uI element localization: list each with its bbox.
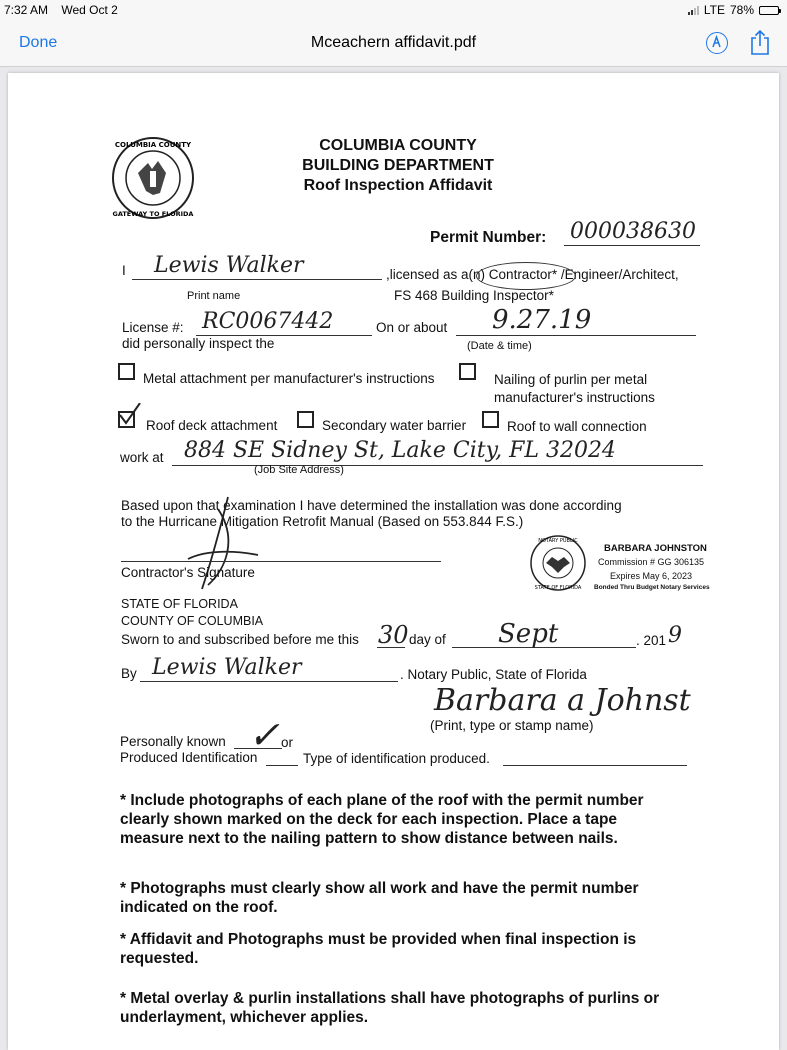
note-3: * Affidavit and Photographs must be provided when final inspection is requested.: [120, 931, 637, 967]
sworn-text: Sworn to and subscribed before me this: [121, 632, 359, 647]
state-label: STATE OF FLORIDA: [121, 597, 238, 611]
notary-name: BARBARA JOHNSTON: [604, 543, 707, 554]
notary-bonded: Bonded Thru Budget Notary Services: [594, 584, 710, 591]
notary-expires: Expires May 6, 2023: [610, 571, 693, 581]
markup-icon[interactable]: [706, 32, 728, 54]
statement-line1: Based upon that examination I have determined the installation was done according: [121, 498, 622, 513]
day-value: 30: [378, 621, 409, 649]
battery-icon: [759, 6, 779, 15]
checkbox-roof-deck-label: Roof deck attachment: [146, 418, 278, 433]
note-2: * Photographs must clearly show all work and have the permit number indicated on the roof.: [120, 880, 639, 916]
i-label: I: [122, 263, 126, 278]
type-id-label: Type of identification produced.: [303, 751, 490, 766]
did-inspect: did personally inspect the: [122, 336, 275, 351]
county-seal: [108, 133, 198, 223]
note-1: * Include photographs of each plane of the roof with the permit number clearly shown marked on the deck for each inspection. Place a tape measure next to the nailing pattern to show distance between nails.: [120, 792, 644, 847]
county-label: COUNTY OF COLUMBIA: [121, 614, 264, 628]
notary-commission: Commission # GG 306135: [598, 557, 705, 567]
checkbox-metal-attachment[interactable]: [118, 363, 135, 380]
year-value: 9: [668, 623, 682, 648]
checkbox-nailing-purlin-label: Nailing of purlin per metal: [494, 372, 648, 387]
signal-icon: [688, 6, 699, 15]
nav-bar: [0, 22, 787, 67]
carrier-label: LTE: [703, 3, 725, 17]
print-name-value: Lewis Walker: [154, 253, 304, 278]
produced-id-label: Produced Identification: [120, 750, 258, 765]
licensed-text: ,licensed as a(n) Contractor* /Engineer/Architect,: [386, 267, 679, 282]
status-date: Wed Oct 2: [61, 3, 118, 17]
svg-text:COLUMBIA COUNTY: COLUMBIA COUNTY: [114, 141, 192, 149]
checkbox-roof-to-wall[interactable]: [482, 411, 499, 428]
license-value: RC0067442: [202, 309, 334, 334]
checkbox-secondary-water-barrier[interactable]: [297, 411, 314, 428]
svg-text:STATE OF FLORIDA: STATE OF FLORIDA: [534, 585, 582, 591]
on-or-about-label: On or about: [376, 320, 448, 335]
work-address: 884 SE Sidney St, Lake City, FL 32024: [184, 438, 616, 463]
license-label: License #:: [122, 320, 184, 335]
or-label: or: [281, 735, 294, 750]
work-at-label: work at: [120, 450, 164, 465]
by-label: By: [121, 666, 137, 681]
by-value: Lewis Walker: [152, 655, 302, 680]
statement-line2: to the Hurricane Mitigation Retrofit Manual (Based on 553.844 F.S.): [121, 514, 524, 529]
known-mark: ✓: [248, 713, 280, 757]
pdf-page: [8, 73, 779, 1050]
svg-text:NOTARY PUBLIC: NOTARY PUBLIC: [538, 538, 578, 544]
day-of-label: day of: [409, 632, 446, 647]
status-bar: [0, 0, 787, 22]
note-4: * Metal overlay & purlin installations shall have photographs of purlins or underlayment, whichever applies.: [120, 990, 660, 1026]
month-value: Sept: [498, 619, 559, 649]
notary-seal: [528, 533, 588, 593]
checkbox-roof-to-wall-label: Roof to wall connection: [507, 419, 647, 434]
notary-public-label: . Notary Public, State of Florida: [400, 667, 587, 682]
checkbox-nailing-purlin[interactable]: [459, 363, 476, 380]
contractor-signature-label: Contractor's Signature: [121, 565, 255, 580]
share-icon[interactable]: [750, 29, 770, 55]
print-type-label: (Print, type or stamp name): [430, 718, 594, 733]
contractor-signature: [178, 489, 268, 599]
fs-text: FS 468 Building Inspector*: [394, 288, 554, 303]
year-prefix: . 201: [636, 633, 667, 648]
permit-value: 000038630: [570, 219, 696, 244]
permit-label: Permit Number:: [430, 229, 547, 246]
header-line1: COLUMBIA COUNTY: [319, 137, 477, 154]
svg-text:GATEWAY TO FLORIDA: GATEWAY TO FLORIDA: [112, 210, 194, 218]
date-time-label: (Date & time): [467, 340, 532, 352]
document-title: Mceachern affidavit.pdf: [310, 34, 477, 51]
status-time: 7:32 AM: [4, 3, 49, 17]
notary-signature: Barbara a Johnst: [434, 683, 691, 718]
checkbox-metal-attachment-label: Metal attachment per manufacturer's instructions: [143, 371, 435, 386]
battery-percent: 78%: [729, 3, 754, 17]
contractor-circle: [476, 262, 576, 290]
checkbox-roof-deck[interactable]: [118, 411, 135, 428]
checkbox-secondary-water-barrier-label: Secondary water barrier: [322, 418, 467, 433]
header-line2: BUILDING DEPARTMENT: [302, 157, 494, 174]
checkbox-nailing-purlin-label2: manufacturer's instructions: [494, 390, 655, 405]
done-button[interactable]: Done: [19, 34, 58, 51]
header-line3: Roof Inspection Affidavit: [303, 177, 493, 194]
print-name-label: Print name: [187, 290, 241, 302]
job-site-label: (Job Site Address): [254, 464, 344, 476]
date-value: 9.27.19: [492, 305, 592, 335]
personally-known-label: Personally known: [120, 734, 226, 749]
